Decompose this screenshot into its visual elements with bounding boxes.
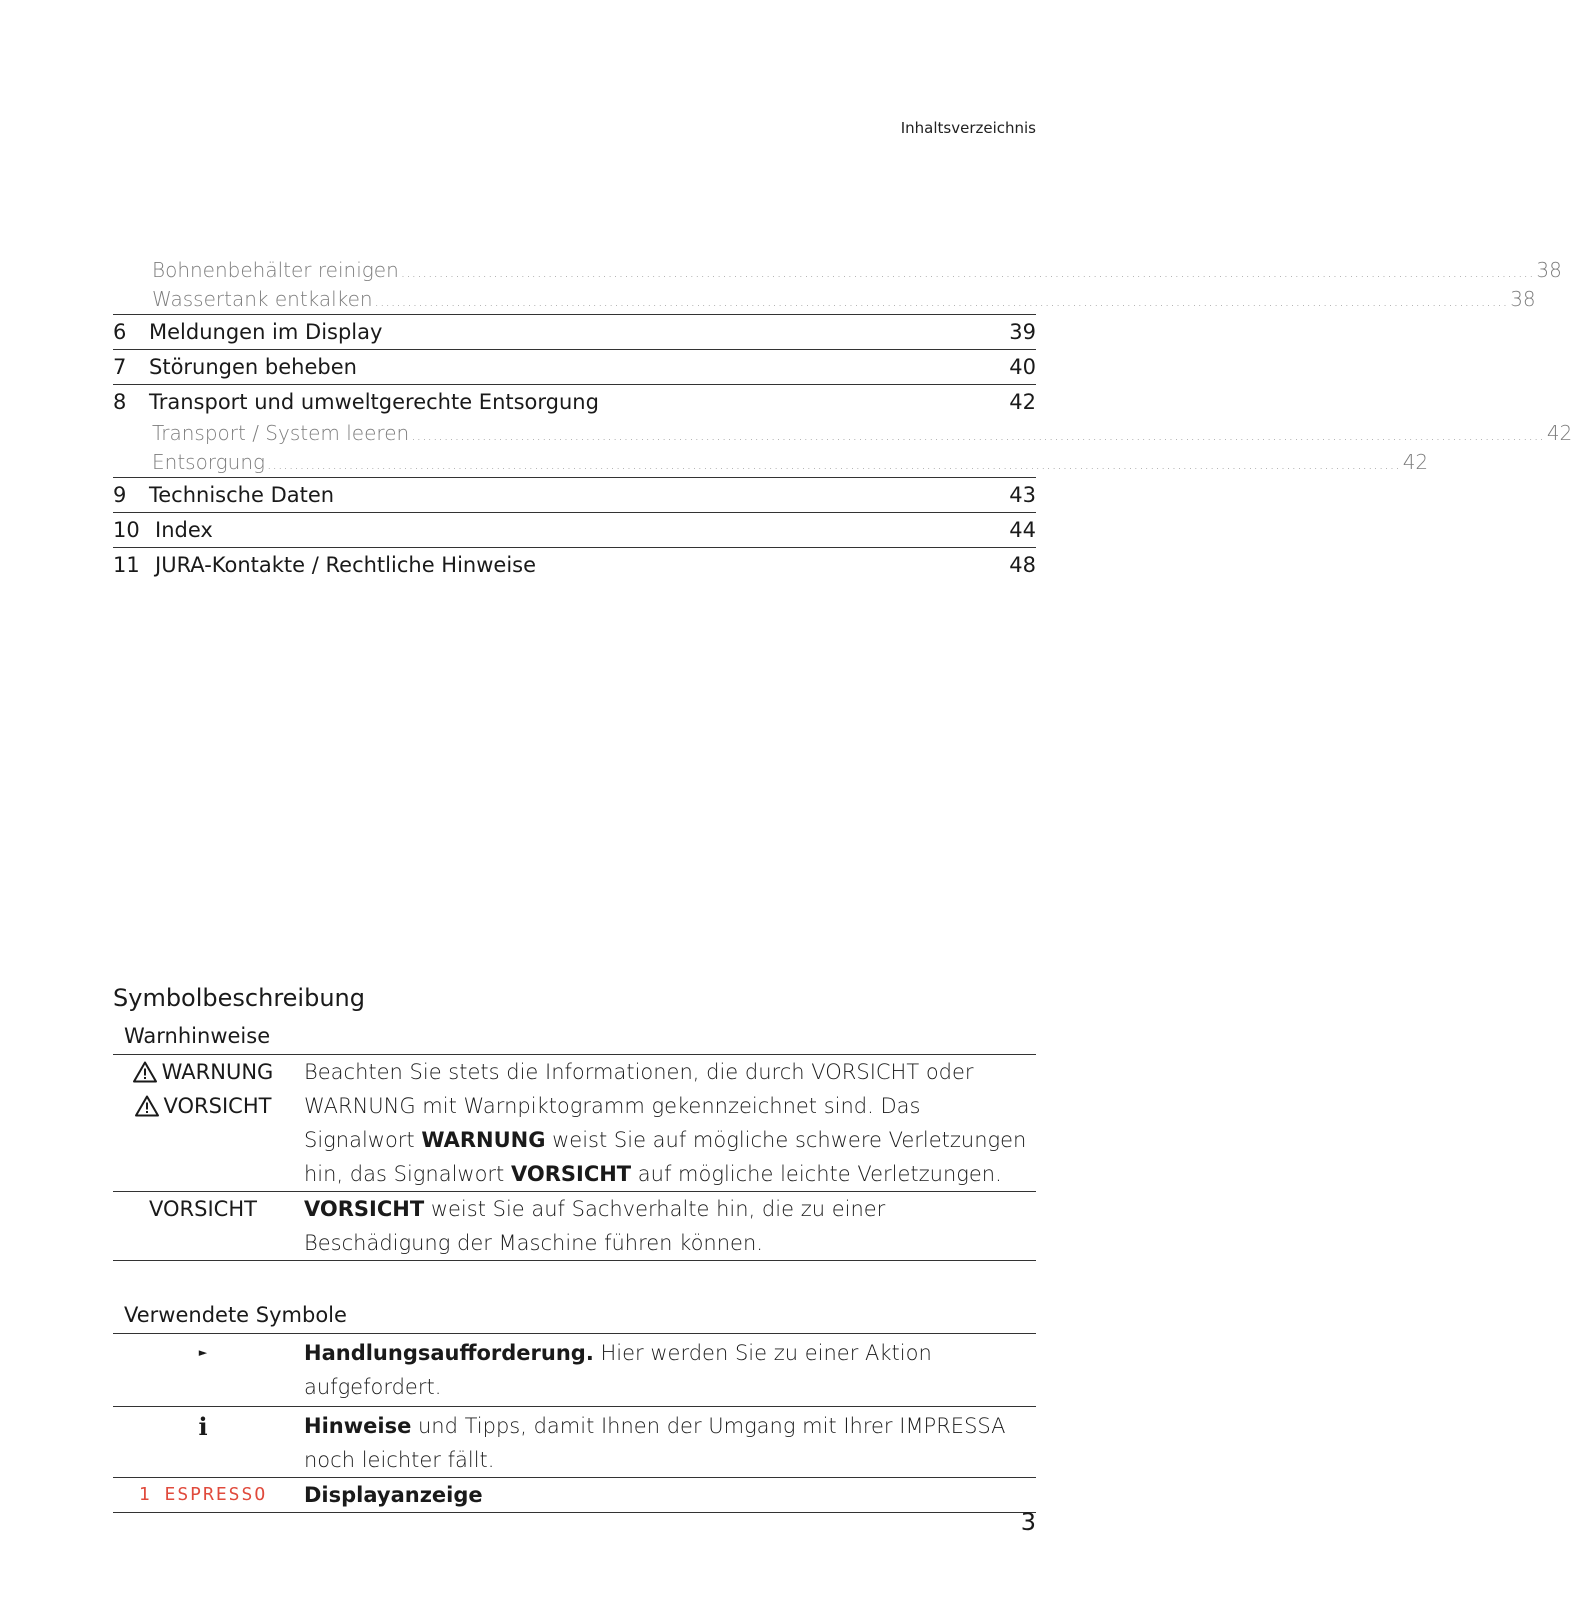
- symbol-cell: [113, 1192, 293, 1260]
- toc-chapter-7[interactable]: [113, 349, 1036, 384]
- chapter-page: 43: [1009, 483, 1036, 507]
- toc-sub-title: Transport / System leeren: [152, 421, 410, 445]
- symbol-cell: [113, 1478, 293, 1512]
- toc-sub-entry[interactable]: [113, 285, 1536, 314]
- table-row: [113, 1055, 1036, 1191]
- arrow-icon: ►: [198, 1346, 208, 1359]
- chapter-number: 7: [113, 355, 127, 379]
- symbol-description: [113, 980, 1036, 1513]
- toc-sub-title: Bohnenbehälter reinigen: [152, 258, 399, 282]
- warn-text-bold: WARNUNG: [421, 1128, 546, 1152]
- action-text: Hier werden Sie zu einer Aktion aufgefordert.: [304, 1341, 932, 1399]
- leader-dots: ................................................................................................................................................................................................................: [411, 428, 1545, 444]
- warning-triangle-icon: [135, 1095, 159, 1117]
- toc-sub-page: 38: [1510, 287, 1536, 311]
- chapter-page: 40: [1009, 355, 1036, 379]
- symbols-table: [113, 1333, 1036, 1513]
- leader-dots: ................................................................................................................................................................................................................: [267, 457, 1401, 473]
- table-row: [113, 1477, 1036, 1512]
- warn-text-part: Beachten Sie stets die Informationen, die durch VORSICHT oder WARNUNG mit Warnpiktogramm gekennzeichnet sind. Das Signalwort: [304, 1060, 974, 1152]
- toc-sub-title: Wassertank entkalken: [152, 287, 373, 311]
- section-title: Symbolbeschreibung: [113, 984, 365, 1012]
- caution-text-part: weist Sie auf Sachverhalte hin, die zu einer Beschädigung der Maschine führen können.: [304, 1197, 886, 1255]
- subsection-title-symbols: Verwendete Symbole: [124, 1303, 347, 1327]
- description-cell: [293, 1478, 1036, 1512]
- subsection-title-warnings: Warnhinweise: [124, 1024, 271, 1048]
- chapter-number: 9: [113, 483, 127, 507]
- chapter-title: Technische Daten: [149, 483, 335, 507]
- warn-text-bold: VORSICHT: [510, 1162, 632, 1186]
- warnung-text: WARNUNG: [161, 1060, 274, 1084]
- description-cell: [293, 1192, 1036, 1260]
- info-bold: Hinweise: [304, 1414, 412, 1438]
- toc-sub-entry[interactable]: [113, 448, 1429, 477]
- toc-chapter-9[interactable]: [113, 477, 1036, 512]
- toc-chapter-10[interactable]: [113, 512, 1036, 547]
- leader-dots: ................................................................................................................................................................................................................: [400, 265, 1535, 281]
- table-row: [113, 1406, 1036, 1477]
- symbol-cell: [113, 1407, 293, 1477]
- chapter-page: 42: [1009, 390, 1036, 414]
- description-cell: [293, 1334, 1036, 1406]
- info-text: und Tipps, damit Ihnen der Umgang mit Ihrer IMPRESSA noch leichter fällt.: [304, 1414, 1006, 1472]
- symbol-cell: [113, 1334, 293, 1406]
- chapter-title: Meldungen im Display: [149, 320, 383, 344]
- chapter-page: 39: [1009, 320, 1036, 344]
- description-cell: [293, 1055, 1036, 1191]
- page-number: 3: [1020, 1508, 1036, 1536]
- chapter-title: Störungen beheben: [149, 355, 357, 379]
- symbol-cell: [113, 1055, 293, 1191]
- toc-sub-entry[interactable]: [113, 256, 1562, 285]
- toc-chapter-8[interactable]: [113, 384, 1036, 419]
- chapter-page: 48: [1009, 553, 1036, 577]
- warnings-table: [113, 1054, 1036, 1261]
- vorsicht-label: [135, 1089, 272, 1123]
- table-of-contents: [113, 256, 1572, 582]
- chapter-title: Transport und umweltgerechte Entsorgung: [149, 390, 599, 414]
- action-bold: Handlungsaufforderung.: [304, 1341, 594, 1365]
- chapter-title: Index: [155, 518, 213, 542]
- toc-sub-entry[interactable]: [113, 419, 1572, 448]
- chapter-number: 8: [113, 390, 127, 414]
- info-icon: i: [198, 1412, 208, 1441]
- table-row: [113, 1334, 1036, 1406]
- chapter-number: 6: [113, 320, 127, 344]
- display-example: 1 ESPRESSO: [138, 1484, 268, 1505]
- caution-label: VORSICHT: [149, 1197, 257, 1221]
- toc-chapter-6[interactable]: [113, 314, 1036, 349]
- warn-text-part: weist Sie auf mögliche schwere Verletzungen hin, das Signalwort: [304, 1128, 1027, 1186]
- chapter-number: 10: [113, 518, 140, 542]
- warn-text-part: auf mögliche leichte Verletzungen.: [631, 1162, 1002, 1186]
- display-label: Displayanzeige: [304, 1483, 483, 1507]
- description-cell: [293, 1407, 1036, 1477]
- toc-sub-page: 42: [1546, 421, 1572, 445]
- table-row: [113, 1191, 1036, 1260]
- toc-sub-title: Entsorgung: [152, 450, 266, 474]
- running-header: Inhaltsverzeichnis: [900, 119, 1036, 137]
- toc-chapter-11[interactable]: [113, 547, 1036, 582]
- toc-sub-page: 38: [1536, 258, 1562, 282]
- chapter-page: 44: [1009, 518, 1036, 542]
- chapter-title: JURA-Kontakte / Rechtliche Hinweise: [155, 553, 537, 577]
- caution-text-bold: VORSICHT: [304, 1197, 425, 1221]
- warnung-label: [133, 1055, 274, 1089]
- toc-sub-page: 42: [1402, 450, 1429, 474]
- leader-dots: ................................................................................................................................................................................................................: [374, 294, 1509, 310]
- vorsicht-text: VORSICHT: [163, 1094, 272, 1118]
- warning-triangle-icon: [133, 1061, 157, 1083]
- chapter-number: 11: [113, 553, 140, 577]
